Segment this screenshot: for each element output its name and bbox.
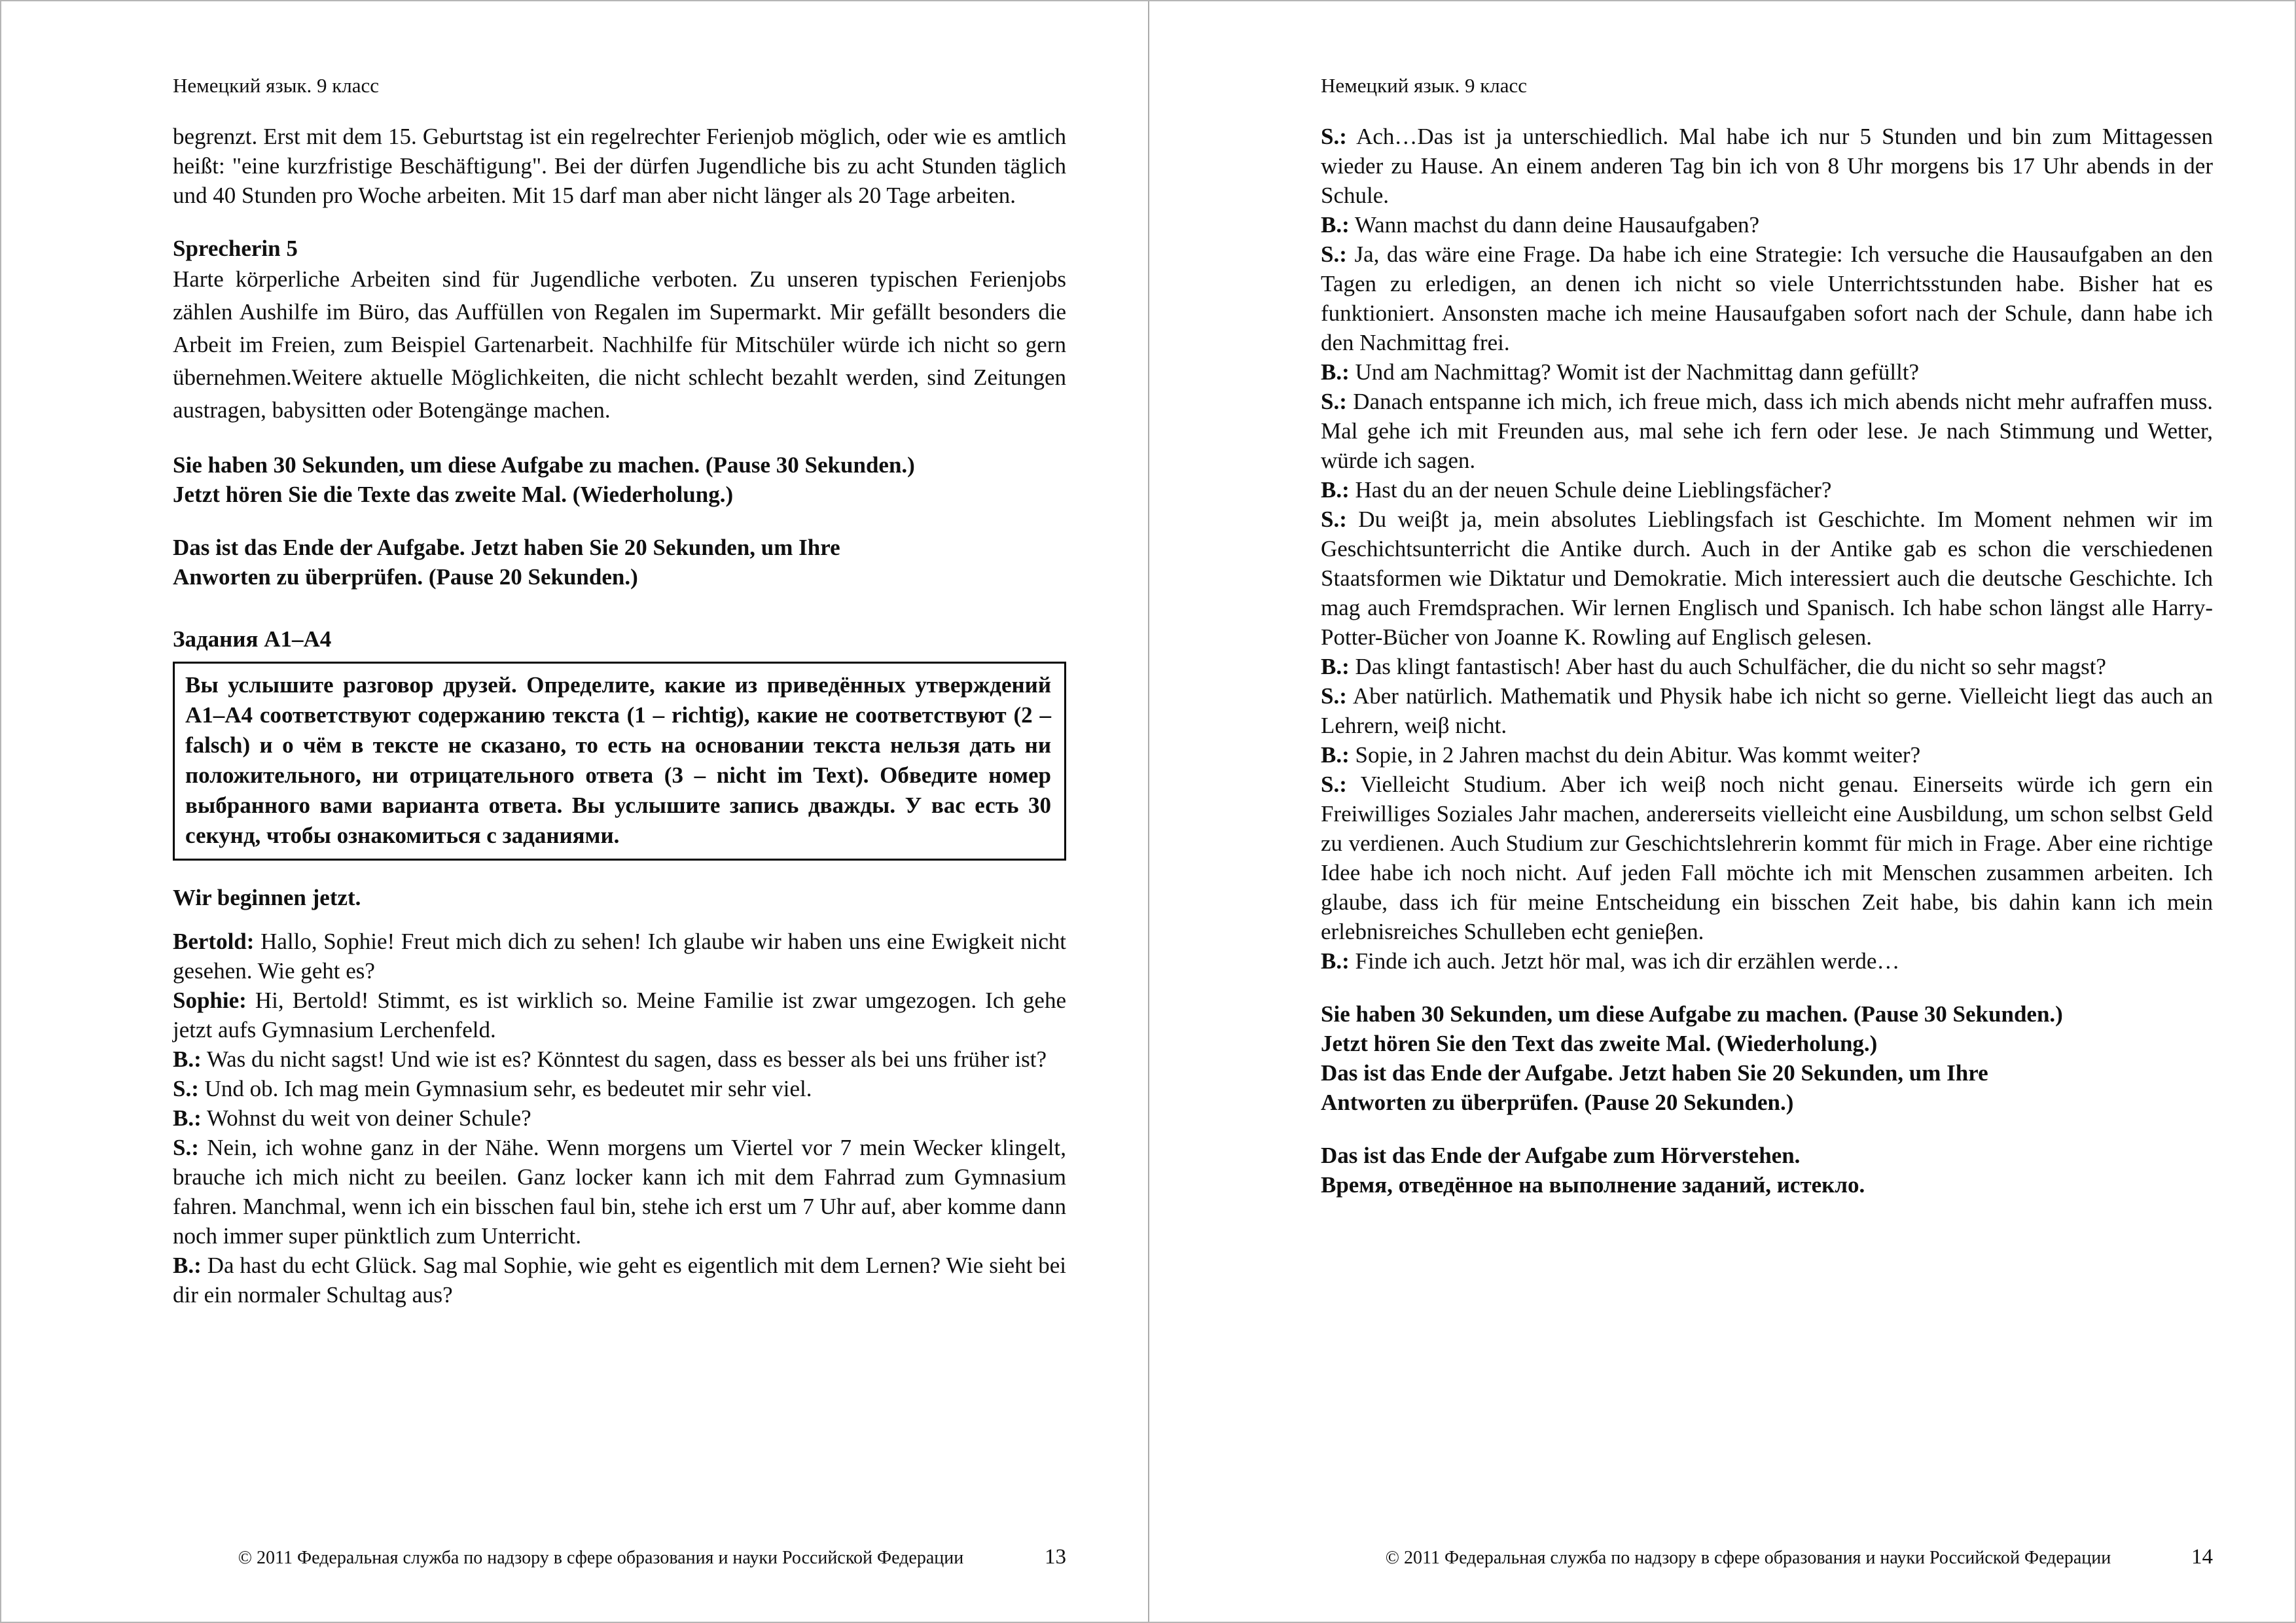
- final-line: Das ist das Ende der Aufgabe zum Hörverstehen.: [1321, 1143, 1801, 1168]
- dialogue-line: [1321, 652, 2213, 681]
- speaker-label: S.:: [1321, 389, 1347, 414]
- copyright-line: © 2011 Федеральная служба по надзору в сфере образования и науки Российской Федерации: [238, 1548, 964, 1568]
- dialogue-text: Und ob. Ich mag mein Gymnasium sehr, es bedeutet mir sehr viel.: [204, 1076, 812, 1101]
- speaker-label: S.:: [1321, 241, 1347, 267]
- dialogue-text: Was du nicht sagst! Und wie ist es? Könntest du sagen, dass es besser als bei uns früher ist?: [206, 1046, 1047, 1072]
- dialogue-text: Nein, ich wohne ganz in der Nähe. Wenn morgens um Viertel vor 7 mein Wecker klingelt, brauche ich mich nicht zu beeilen. Ganz locker kann ich mit dem Fahrrad zum Gymnasium fahren. Manchmal, wenn ich ein bisschen faul bin, stehe ich erst um 7 Uhr auf, aber komme dann noch immer super pünktlich zum Unterricht.: [173, 1135, 1067, 1249]
- dialogue-line: [1321, 946, 2213, 976]
- page-13: [1, 1, 1148, 1622]
- speaker-label: B.:: [173, 1105, 202, 1131]
- speaker-label: Bertold:: [173, 929, 255, 954]
- pause-line: Antworten zu überprüfen. (Pause 20 Sekunden.): [1321, 1090, 1794, 1115]
- dialogue-text: Hast du an der neuen Schule deine Lieblingsfächer?: [1355, 477, 1832, 503]
- speaker-label: S.:: [1321, 124, 1347, 149]
- copyright-line: © 2011 Федеральная служба по надзору в сфере образования и науки Российской Федерации: [1385, 1548, 2111, 1568]
- dialogue-line: [1321, 240, 2213, 357]
- dialogue-line: [173, 1133, 1066, 1251]
- begin-line: Wir beginnen jetzt.: [173, 885, 361, 910]
- dialogue-line: [173, 1044, 1066, 1074]
- page-number: 13: [1045, 1545, 1066, 1569]
- task-instruction-box: Вы услышите разговор друзей. Определите, какие из приведённых утверждений А1–А4 соответствуют содержанию текста (1 – richtig), какие не соответствуют (2 – falsch) и о чём в тексте не сказано, то есть на основании текста нельзя дать ни положительного, ни отрицательного ответа (3 – nicht im Text). Обведите номер выбранного вами варианта ответа. Вы услышите запись дважды. У вас есть 30 секунд, чтобы ознакомиться с заданиями.: [173, 662, 1066, 861]
- dialogue-text: Das klingt fantastisch! Aber hast du auch Schulfächer, die du nicht so sehr magst?: [1355, 654, 2106, 679]
- dialogue-text: Vielleicht Studium. Aber ich weiβ noch nicht genau. Einerseits würde ich gern ein Freiwilliges Soziales Jahr machen, andererseits vielleicht eine Ausbildung, um schon selbst Geld zu verdienen. Auch Studium zur Geschichtslehrerin kommt für mich in Frage. Aber eine richtige Idee habe ich noch nicht. Auf jeden Fall möchte ich mit Menschen zusammen arbeiten. Ich glaube, dass ich für meine Entscheidung ein bisschen Zeit habe, bis dahin kann ich mein erlebnisreiches Schulleben echt genieβen.: [1321, 772, 2214, 944]
- dialogue-text: Wann machst du dann deine Hausaufgaben?: [1354, 212, 1760, 238]
- speaker-label: S.:: [1321, 507, 1347, 532]
- speaker-label: S.:: [173, 1076, 199, 1101]
- speaker-label: B.:: [1321, 212, 1350, 238]
- page-footer: [1321, 1546, 2213, 1569]
- dialogue-line: [173, 1103, 1066, 1133]
- pause-instruction-block: [1321, 999, 2213, 1117]
- speaker-label: S.:: [1321, 772, 1347, 797]
- speaker-label: B.:: [1321, 948, 1350, 974]
- dialogue-line: [1321, 770, 2213, 946]
- end-instruction-block: [173, 533, 1066, 592]
- speaker-label: B.:: [173, 1046, 202, 1072]
- speaker-label: B.:: [1321, 359, 1350, 385]
- speaker-label: B.:: [1321, 742, 1350, 768]
- dialogue-line: [173, 1251, 1066, 1310]
- speaker-label: B.:: [1321, 654, 1350, 679]
- dialogue-text: Wohnst du weit von deiner Schule?: [206, 1105, 531, 1131]
- speaker-label: S.:: [173, 1135, 199, 1160]
- dialogue-line: [1321, 387, 2213, 475]
- tasks-heading: Задания А1–А4: [173, 626, 332, 652]
- dialogue-text: Ach…Das ist ja unterschiedlich. Mal habe ich nur 5 Stunden und bin zum Mittagessen wieder zu Hause. An einem anderen Tag bin ich von 8 Uhr morgens bis 17 Uhr abends in der Schule.: [1321, 124, 2213, 208]
- pause-line: Das ist das Ende der Aufgabe. Jetzt haben Sie 20 Sekunden, um Ihre: [1321, 1060, 1988, 1086]
- speaker-label: B.:: [173, 1253, 202, 1278]
- end-line: Das ist das Ende der Aufgabe. Jetzt haben Sie 20 Sekunden, um Ihre: [173, 535, 840, 560]
- dialogue-line: [1321, 475, 2213, 505]
- running-header: Немецкий язык. 9 класс: [1321, 74, 1528, 97]
- pause-line: Sie haben 30 Sekunden, um diese Aufgabe zu machen. (Pause 30 Sekunden.): [173, 452, 915, 478]
- end-line: Anworten zu überprüfen. (Pause 20 Sekunden.): [173, 564, 638, 590]
- speaker-label: S.:: [1321, 683, 1347, 709]
- dialogue-line: [1321, 740, 2213, 770]
- pause-instruction-block: [173, 450, 1066, 509]
- dialogue-line: [173, 927, 1066, 986]
- page-14: [1148, 1, 2295, 1622]
- page-number: 14: [2191, 1545, 2213, 1569]
- running-header: Немецкий язык. 9 класс: [173, 74, 380, 97]
- dialogue-text: Sopie, in 2 Jahren machst du dein Abitur. Was kommt weiter?: [1355, 742, 1921, 768]
- dialogue-line: [1321, 357, 2213, 387]
- sprecherin5-heading: Sprecherin 5: [173, 236, 298, 261]
- dialogue-text: Hallo, Sophie! Freut mich dich zu sehen! Ich glaube wir haben uns eine Ewigkeit nicht gesehen. Wie geht es?: [173, 929, 1067, 984]
- dialogue-line: [1321, 122, 2213, 210]
- speaker-label: Sophie:: [173, 988, 247, 1013]
- dialogue-text: Da hast du echt Glück. Sag mal Sophie, wie geht es eigentlich mit dem Lernen? Wie sieht bei dir ein normaler Schultag aus?: [173, 1253, 1066, 1308]
- dialogue-text: Ja, das wäre eine Frage. Da habe ich eine Strategie: Ich versuche die Hausaufgaben an den Tagen zu erledigen, an denen ich nicht so viele Unterrichtsstunden habe. Bisher hat es funktioniert. Ansonsten mache ich meine Hausaufgaben sofort nach der Schule, dann habe ich den Nachmittag frei.: [1321, 241, 2214, 355]
- dialogue-line: [1321, 210, 2213, 240]
- dialogue-text: Aber natürlich. Mathematik und Physik habe ich nicht so gerne. Vielleicht liegt das auch an Lehrern, weiβ nicht.: [1321, 683, 2213, 738]
- dialogue-text: Danach entspanne ich mich, ich freue mich, dass ich mich abends nicht mehr aufraffen muss. Mal gehe ich mit Freunden aus, mal sehe ich fern oder lese. Je nach Stimmung und Wetter, würde ich sagen.: [1321, 389, 2214, 473]
- dialogue-line: [173, 1074, 1066, 1103]
- pause-line: Sie haben 30 Sekunden, um diese Aufgabe zu machen. (Pause 30 Sekunden.): [1321, 1001, 2063, 1027]
- final-line: Время, отведённое на выполнение заданий, истекло.: [1321, 1172, 1865, 1198]
- dialogue-line: [1321, 505, 2213, 652]
- dialogue-text: Hi, Bertold! Stimmt, es ist wirklich so. Meine Familie ist zwar umgezogen. Ich gehe jetzt aufs Gymnasium Lerchenfeld.: [173, 988, 1066, 1043]
- dialogue-line: [1321, 681, 2213, 740]
- dialogue-text: Und am Nachmittag? Womit ist der Nachmittag dann gefüllt?: [1355, 359, 1920, 385]
- final-block: [1321, 1141, 2213, 1200]
- dialogue-text: Finde ich auch. Jetzt hör mal, was ich dir erzählen werde…: [1355, 948, 1900, 974]
- paragraph-continuation: begrenzt. Erst mit dem 15. Geburtstag ist ein regelrechter Ferienjob möglich, oder wie es amtlich heißt: "eine kurzfristige Beschäftigung". Bei der dürfen Jugendliche bis zu acht Stunden täglich und 40 Stunden pro Woche arbeiten. Mit 15 darf man aber nicht länger als 20 Tage arbeiten.: [173, 124, 1066, 208]
- page-footer: [173, 1546, 1066, 1569]
- dialogue-line: [173, 986, 1066, 1044]
- pause-line: Jetzt hören Sie die Texte das zweite Mal. (Wiederholung.): [173, 482, 734, 507]
- dialogue-text: Du weiβt ja, mein absolutes Lieblingsfach ist Geschichte. Im Moment nehmen wir im Geschichtsunterricht die Antike durch. Auch in der Antike gab es schon die verschiedenen Staatsformen wie Diktatur und Demokratie. Mich interessiert auch die deutsche Geschichte. Ich mag auch Fremdsprachen. Wir lernen Englisch und Spanisch. Ich habe schon längst alle Harry-Potter-Bücher von Joanne K. Rowling auf Englisch gelesen.: [1321, 507, 2213, 650]
- pause-line: Jetzt hören Sie den Text das zweite Mal. (Wiederholung.): [1321, 1031, 1878, 1056]
- speaker-label: B.:: [1321, 477, 1350, 503]
- sprecherin5-paragraph: Harte körperliche Arbeiten sind für Jugendliche verboten. Zu unseren typischen Ferienjobs zählen Aushilfe im Büro, das Auffüllen von Regalen im Supermarkt. Mir gefällt besonders die Arbeit im Freien, zum Beispiel Gartenarbeit. Nachhilfe für Mitschüler würde ich nicht so gern übernehmen.Weitere aktuelle Möglichkeiten, die nicht schlecht bezahlt werden, sind Zeitungen austragen, babysitten oder Botengänge machen.: [173, 266, 1066, 423]
